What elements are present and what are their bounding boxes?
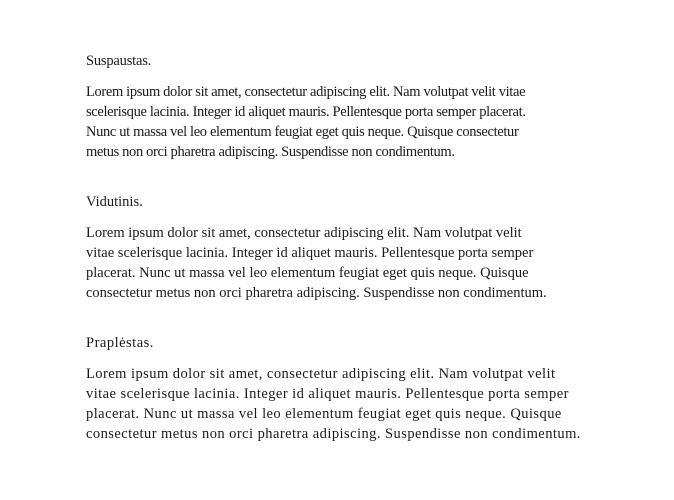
section-heading: Suspaustas. <box>86 53 152 69</box>
paragraph-line: scelerisque lacinia. Integer id aliquet mauris. Pellentesque porta semper placerat. <box>86 104 526 120</box>
paragraph-line: vitae scelerisque lacinia. Integer id aliquet mauris. Pellentesque porta semper <box>86 386 569 402</box>
paragraph-line: consectetur metus non orci pharetra adipiscing. Suspendisse non condimentum. <box>86 285 547 301</box>
paragraph-line: Lorem ipsum dolor sit amet, consectetur adipiscing elit. Nam volutpat velit <box>86 366 556 382</box>
paragraph-line: consectetur metus non orci pharetra adipiscing. Suspendisse non condimentum. <box>86 426 581 442</box>
section-paragraph <box>86 223 646 303</box>
paragraph-line: Nunc ut massa vel leo elementum feugiat eget quis neque. Quisque consectetur <box>86 124 519 140</box>
section-medium <box>86 193 646 303</box>
paragraph-line: metus non orci pharetra adipiscing. Suspendisse non condimentum. <box>86 144 455 160</box>
section-heading: Vidutinis. <box>86 194 143 210</box>
document-body <box>86 52 646 444</box>
paragraph-line: Lorem ipsum dolor sit amet, consectetur adipiscing elit. Nam volutpat velit <box>86 225 522 241</box>
section-expanded <box>86 334 646 444</box>
paragraph-line: placerat. Nunc ut massa vel leo elementum feugiat eget quis neque. Quisque <box>86 406 562 422</box>
section-heading: Praplėstas. <box>86 335 154 351</box>
paragraph-line: placerat. Nunc ut massa vel leo elementum feugiat eget quis neque. Quisque <box>86 265 529 281</box>
section-paragraph <box>86 364 646 444</box>
paragraph-line: vitae scelerisque lacinia. Integer id aliquet mauris. Pellentesque porta semper <box>86 245 534 261</box>
paragraph-line: Lorem ipsum dolor sit amet, consectetur adipiscing elit. Nam volutpat velit vitae <box>86 84 526 100</box>
section-condensed <box>86 52 646 162</box>
section-paragraph <box>86 82 646 162</box>
